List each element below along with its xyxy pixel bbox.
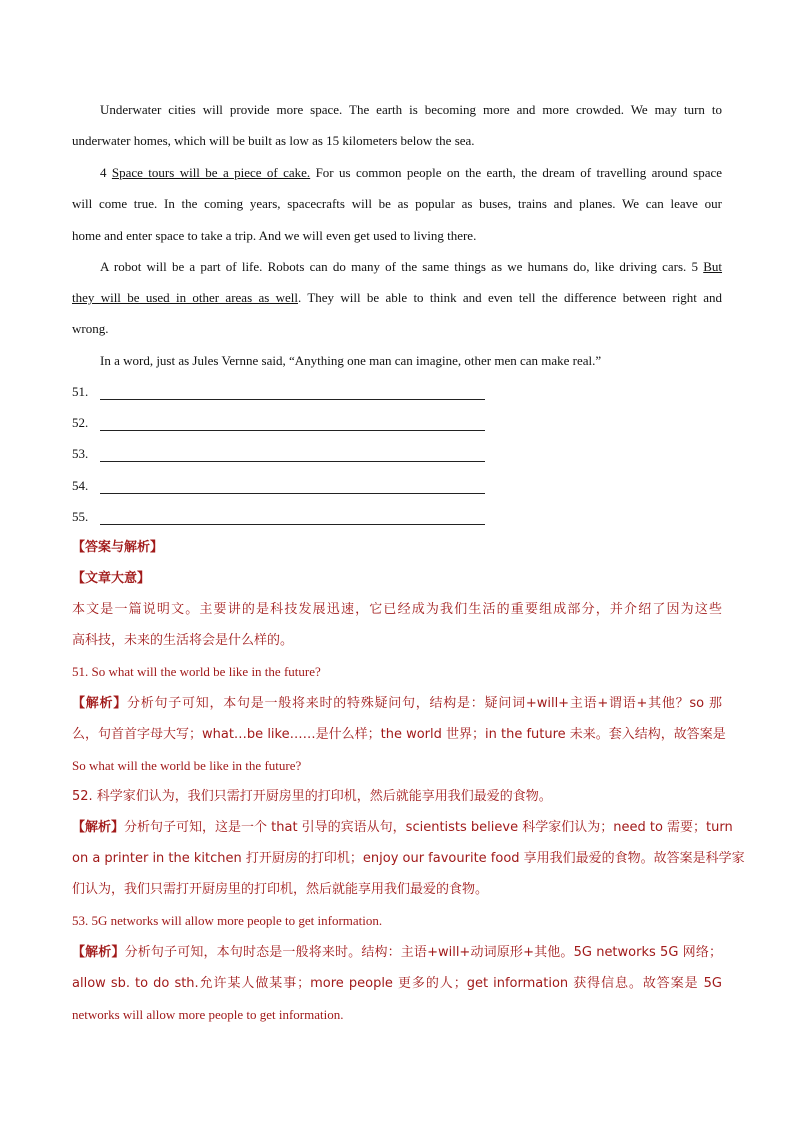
passage-p3-line1 bbox=[100, 257, 722, 277]
analysis-text: 分析句子可知，本句时态是一般将来时。结构：主语+will+动词原形+其他。5G networks 5G 网络； bbox=[124, 945, 722, 960]
summary-line2: 高科技，未来的生活将会是什么样的。 bbox=[72, 633, 294, 648]
answers-heading: 【答案与解析】 bbox=[72, 540, 164, 555]
answer-51: 51. So what will the world be like in the future? bbox=[72, 664, 321, 679]
analysis-label: 【解析】 bbox=[72, 696, 128, 711]
analysis-label: 【解析】 bbox=[72, 945, 125, 960]
question-number-4: 4 bbox=[100, 165, 107, 180]
passage-p2-line2: will come true. In the coming years, spacecrafts will be as popular as buses, trains and planes. We can leave our bbox=[72, 196, 722, 211]
answer-52-explanation-line2: on a printer in the kitchen 打开厨房的打印机；enjoy our favourite food 享用我们最爱的食物。故答案是科学家 bbox=[72, 851, 745, 866]
passage-p3-line1-start: A robot will be a part of life. Robots can do many of the same things as we humans do, like driving cars. 5 bbox=[100, 259, 699, 274]
blank-line bbox=[100, 493, 485, 494]
answer-53: 53. 5G networks will allow more people to get information. bbox=[72, 913, 383, 928]
answer-blank-52[interactable] bbox=[72, 413, 492, 433]
answer-blank-55[interactable] bbox=[72, 507, 492, 527]
answer-51-explanation-line2: 么，句首首字母大写；what…be like……是什么样；the world 世界；in the future 未来。套入结构，故答案是 bbox=[72, 727, 726, 742]
answer-blank-54[interactable] bbox=[72, 476, 492, 496]
underlined-sentence-4: Space tours will be a piece of cake. bbox=[111, 165, 311, 180]
analysis-label: 【解析】 bbox=[72, 820, 125, 835]
answer-52-explanation-line1 bbox=[72, 818, 733, 838]
answer-52: 52. 科学家们认为，我们只需打开厨房里的打印机，然后就能享用我们最爱的食物。 bbox=[72, 789, 552, 804]
blank-number: 55. bbox=[72, 509, 89, 524]
analysis-text: 分析句子可知，这是一个 that 引导的宾语从句，scientists believe 科学家们认为；need to 需要；turn bbox=[124, 820, 733, 835]
summary-heading: 【文章大意】 bbox=[72, 571, 151, 586]
passage-p3-line3: wrong. bbox=[72, 321, 109, 336]
passage-p4: In a word, just as Jules Vernne said, “Anything one man can imagine, other men can make real.” bbox=[100, 353, 602, 368]
answer-51-explanation-line3: So what will the world be like in the future? bbox=[72, 758, 302, 773]
underlined-sentence-5-end: they will be used in other areas as well bbox=[72, 290, 298, 305]
blank-line bbox=[100, 430, 485, 431]
blank-line bbox=[100, 399, 485, 400]
passage-p2-line3: home and enter space to take a trip. And we will even get used to living there. bbox=[72, 228, 477, 243]
answer-52-explanation-line3: 们认为，我们只需打开厨房里的打印机，然后就能享用我们最爱的食物。 bbox=[72, 882, 489, 897]
blank-line bbox=[100, 461, 485, 462]
passage-p1-line1: Underwater cities will provide more space. The earth is becoming more and more crowded. We may turn to bbox=[100, 102, 722, 117]
passage-p1-line2: underwater homes, which will be built as low as 15 kilometers below the sea. bbox=[72, 133, 475, 148]
underlined-sentence-5-start: But bbox=[703, 259, 723, 274]
passage-p2-line1 bbox=[100, 163, 722, 183]
blank-number: 53. bbox=[72, 446, 89, 461]
passage-p3-line2 bbox=[72, 288, 722, 308]
answer-53-explanation-line1 bbox=[72, 943, 722, 963]
blank-number: 52. bbox=[72, 415, 89, 430]
blank-line bbox=[100, 524, 485, 525]
answer-51-explanation-line1 bbox=[72, 694, 722, 714]
analysis-text: 分析句子可知，本句是一般将来时的特殊疑问句，结构是：疑问词+will+主语+谓语+其他？so 那 bbox=[127, 696, 722, 711]
blank-number: 54. bbox=[72, 478, 89, 493]
answer-53-explanation-line2: allow sb. to do sth.允许某人做某事；more people 更多的人；get information 获得信息。故答案是 5G bbox=[72, 976, 722, 991]
blank-number: 51. bbox=[72, 384, 89, 399]
passage-p2-line1-rest: For us common people on the earth, the dream of travelling around space bbox=[315, 165, 723, 180]
answer-53-explanation-line3: networks will allow more people to get information. bbox=[72, 1007, 344, 1022]
answer-blank-53[interactable] bbox=[72, 444, 492, 464]
passage-p3-line2-rest: . They will be able to think and even tell the difference between right and bbox=[297, 290, 723, 305]
answer-blank-51[interactable] bbox=[72, 382, 492, 402]
summary-line1: 本文是一篇说明文。主要讲的是科技发展迅速，它已经成为我们生活的重要组成部分，并介绍了因为这些 bbox=[72, 602, 722, 617]
